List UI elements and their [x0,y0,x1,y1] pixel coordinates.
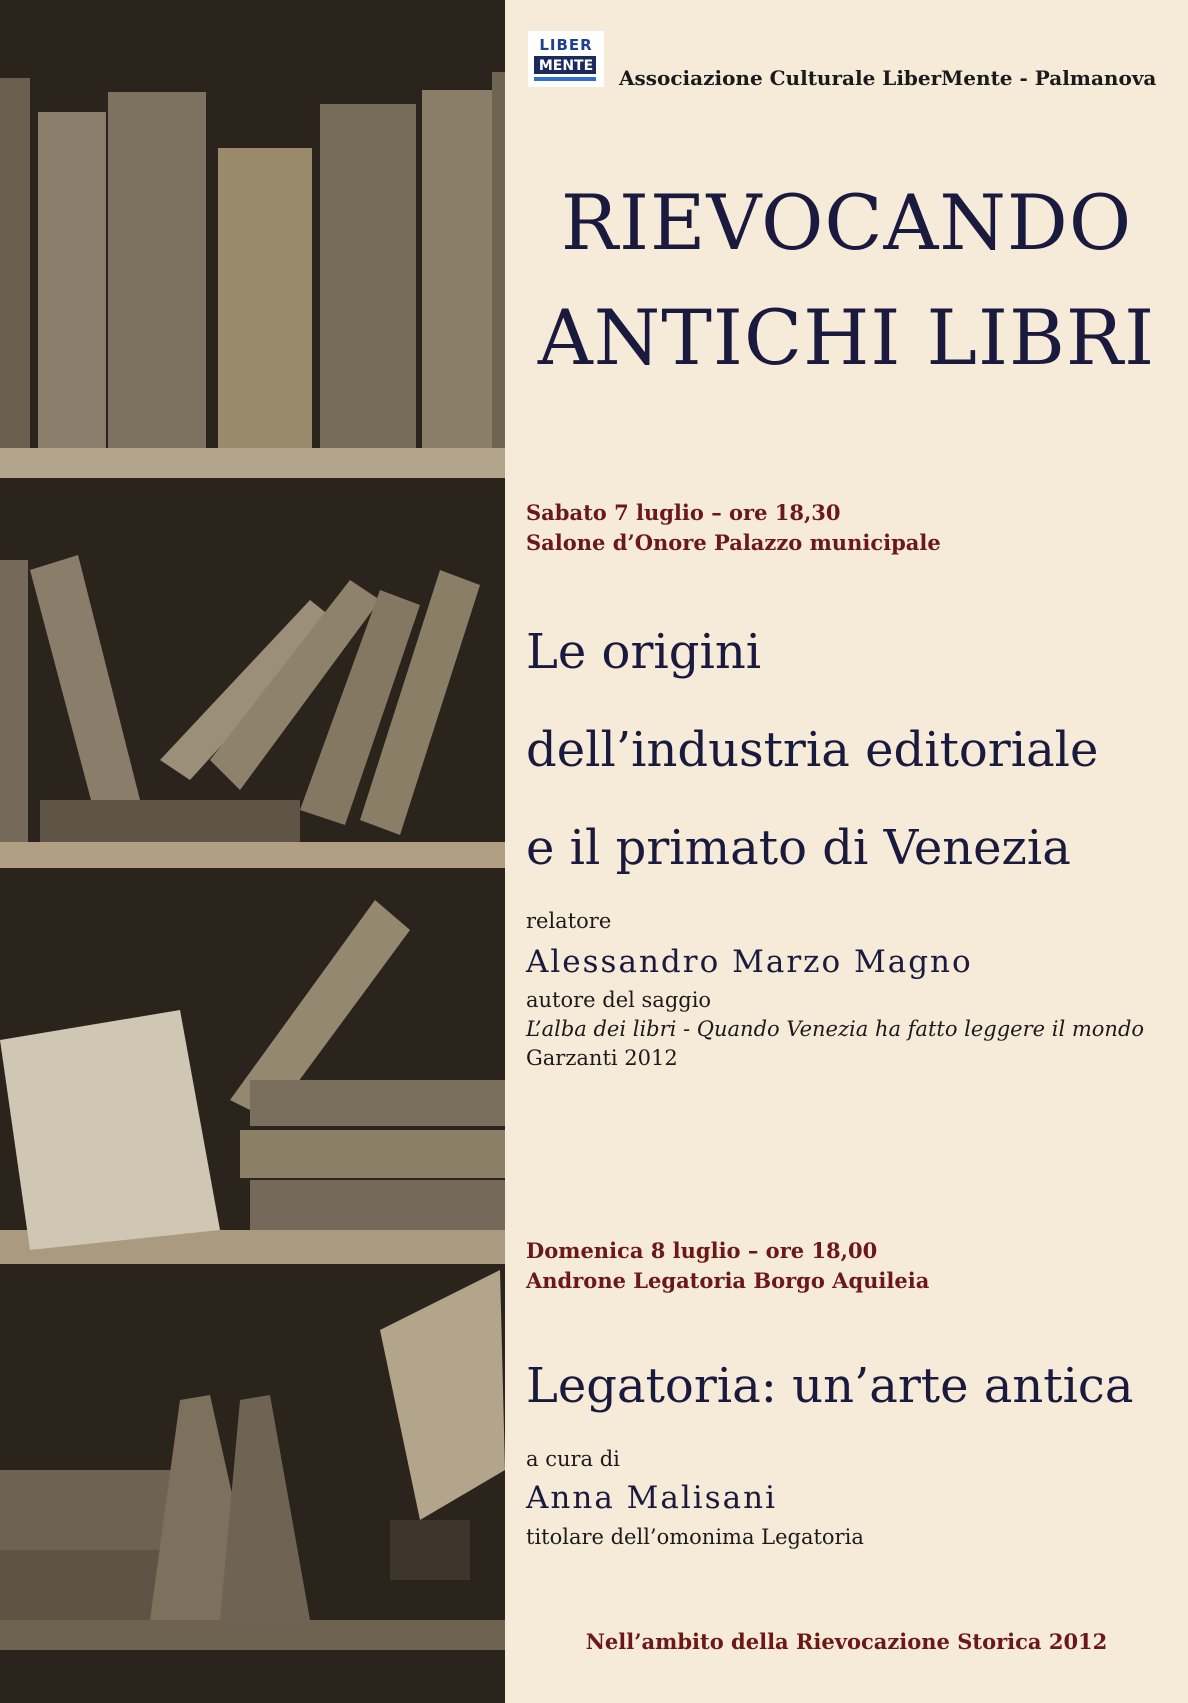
speaker-name: Alessandro Marzo Magno [526,944,973,980]
speaker-label: relatore [526,909,612,933]
libermente-logo [528,31,604,87]
event1-title-line1: Le origini [526,624,762,680]
event1-title-line2: dell’industria editoriale [526,722,1099,778]
logo-icon [528,31,604,87]
poster-content [505,0,1188,1703]
logo-text-top: LIBER [539,36,593,54]
speaker-role: autore del saggio [526,988,712,1012]
bookshelf-illustration [0,0,505,1703]
event1-title-line3: e il primato di Venezia [526,820,1071,876]
curator-role: titolare dell’omonima Legatoria [526,1525,864,1549]
book-title: L’alba dei libri - Quando Venezia ha fatto leggere il mondo [526,1017,1145,1041]
bookshelf-artwork [0,0,505,1703]
curator-name: Anna Malisani [526,1480,777,1516]
association-name: Associazione Culturale LiberMente - Palmanova [619,66,1157,90]
footer-note: Nell’ambito della Rievocazione Storica 2012 [585,1629,1108,1654]
main-title-line1: RIEVOCANDO [560,178,1133,267]
curator-label: a cura di [526,1447,620,1471]
event2-date: Domenica 8 luglio – ore 18,00 [526,1238,878,1263]
event2-venue: Androne Legatoria Borgo Aquileia [526,1268,930,1293]
event2-title: Legatoria: un’arte antica [526,1358,1134,1414]
publisher: Garzanti 2012 [526,1046,678,1070]
main-title-line2: ANTICHI LIBRI [537,293,1156,382]
event1-date: Sabato 7 luglio – ore 18,30 [526,500,841,525]
event1-venue: Salone d’Onore Palazzo municipale [526,530,941,555]
logo-text-bottom: MENTE [538,58,594,74]
